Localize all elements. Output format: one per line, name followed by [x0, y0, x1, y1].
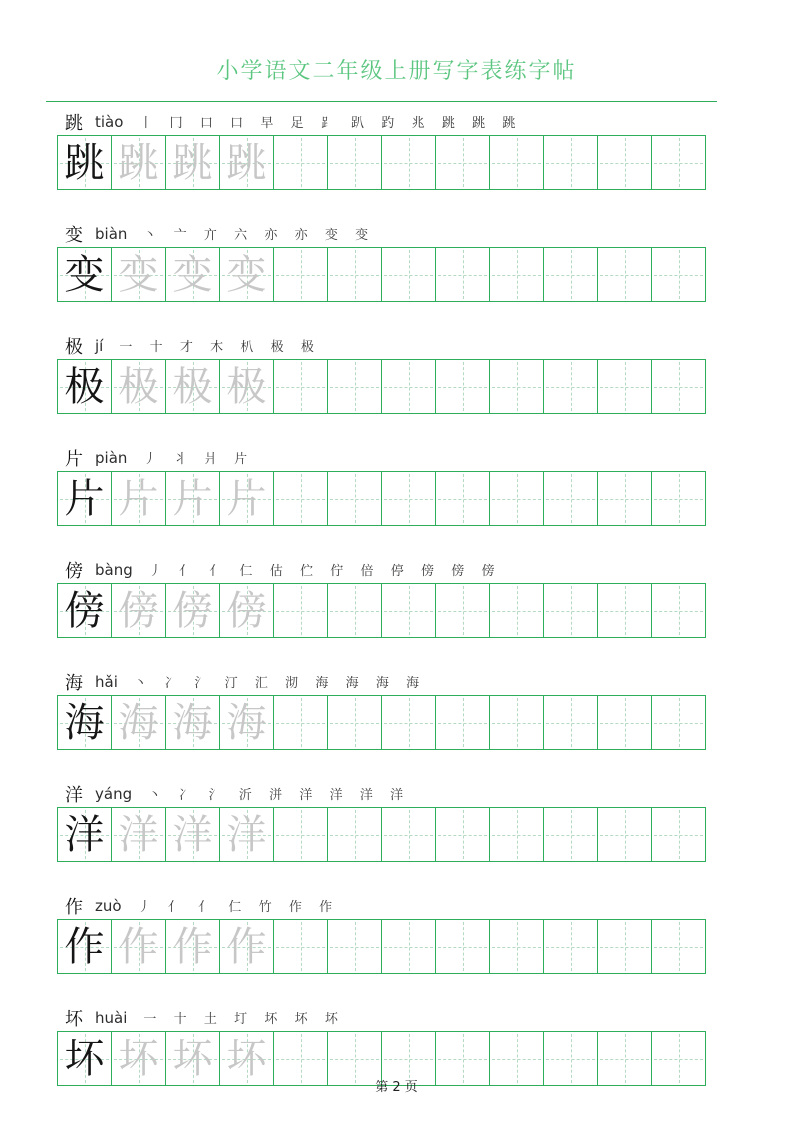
- practice-cell: [381, 247, 436, 302]
- practice-character: 傍: [118, 587, 159, 633]
- practice-cell: [543, 919, 598, 974]
- stroke-order-sequence: 丶 亠 亣 六 亦 亦 变 变: [143, 227, 376, 242]
- practice-character: [274, 808, 327, 861]
- practice-cell: [489, 919, 544, 974]
- practice-row: [57, 892, 719, 998]
- stroke-order-sequence: 丶 冫 氵 沂 洴 洋 洋 洋 洋: [148, 787, 411, 802]
- practice-grid: [57, 919, 719, 974]
- practice-cell: [543, 583, 598, 638]
- row-spacer: [57, 190, 719, 214]
- practice-cell: [435, 919, 490, 974]
- practice-character: 跳: [172, 139, 213, 185]
- practice-character: [490, 696, 543, 749]
- practice-cell: [435, 695, 490, 750]
- practice-character: 跳: [226, 139, 267, 185]
- practice-cell: [57, 583, 112, 638]
- practice-character: 海: [226, 699, 267, 745]
- practice-character: [382, 136, 435, 189]
- practice-cell: [597, 359, 652, 414]
- practice-cell: [111, 247, 166, 302]
- practice-character: [328, 472, 381, 525]
- practice-character: [544, 360, 597, 413]
- practice-grid: [57, 359, 719, 414]
- practice-character: 坏: [64, 1035, 105, 1081]
- practice-character: [382, 808, 435, 861]
- practice-cell: [597, 695, 652, 750]
- practice-cell: [381, 583, 436, 638]
- practice-cell: [327, 807, 382, 862]
- practice-character: [274, 360, 327, 413]
- practice-character: 海: [64, 699, 105, 745]
- practice-row: [57, 332, 719, 438]
- practice-cell: [273, 135, 328, 190]
- practice-grid: [57, 135, 719, 190]
- character-label: 作: [65, 896, 83, 917]
- page-number: 第 2 页: [375, 1080, 418, 1095]
- practice-cell: [435, 583, 490, 638]
- character-label: 变: [65, 224, 83, 245]
- practice-character: [382, 920, 435, 973]
- practice-character: [382, 360, 435, 413]
- practice-row: [57, 780, 719, 886]
- stroke-order-sequence: 一 十 才 木 朳 极 极: [119, 339, 321, 354]
- row-header: [57, 108, 719, 135]
- practice-character: [490, 920, 543, 973]
- practice-character: [436, 808, 489, 861]
- pinyin-label: jí: [95, 336, 104, 355]
- practice-cell: [381, 135, 436, 190]
- practice-row: [57, 668, 719, 774]
- practice-character: 坏: [118, 1035, 159, 1081]
- practice-rows-container: [57, 108, 719, 1110]
- practice-character: [328, 584, 381, 637]
- practice-cell: [651, 695, 706, 750]
- practice-character: [436, 360, 489, 413]
- practice-cell: [57, 695, 112, 750]
- practice-cell: [381, 807, 436, 862]
- practice-cell: [273, 583, 328, 638]
- practice-cell: [273, 807, 328, 862]
- practice-character: 洋: [172, 811, 213, 857]
- practice-cell: [219, 695, 274, 750]
- practice-character: 跳: [64, 139, 105, 185]
- practice-cell: [543, 471, 598, 526]
- practice-cell: [165, 471, 220, 526]
- practice-character: [652, 584, 705, 637]
- practice-character: [436, 248, 489, 301]
- practice-cell: [165, 247, 220, 302]
- practice-cell: [165, 583, 220, 638]
- practice-character: [274, 584, 327, 637]
- stroke-order-sequence: 丶 冫 氵 汀 汇 沏 海 海 海 海: [133, 675, 427, 690]
- practice-character: [328, 920, 381, 973]
- practice-character: [436, 472, 489, 525]
- practice-cell: [219, 583, 274, 638]
- row-header: [57, 444, 719, 471]
- practice-character: [328, 808, 381, 861]
- practice-cell: [651, 359, 706, 414]
- practice-cell: [111, 471, 166, 526]
- row-spacer: [57, 750, 719, 774]
- practice-character: [652, 920, 705, 973]
- practice-character: [544, 472, 597, 525]
- practice-character: [598, 920, 651, 973]
- practice-cell: [57, 471, 112, 526]
- practice-cell: [597, 583, 652, 638]
- practice-character: 作: [118, 923, 159, 969]
- practice-character: 洋: [226, 811, 267, 857]
- practice-cell: [543, 135, 598, 190]
- stroke-order-sequence: 丿 亻 亻 仁 估 伫 佇 倍 停 傍 傍 傍: [148, 563, 502, 578]
- practice-character: [274, 696, 327, 749]
- pinyin-label: bàng: [95, 560, 133, 579]
- practice-cell: [219, 919, 274, 974]
- practice-character: 海: [118, 699, 159, 745]
- pinyin-label: zuò: [95, 896, 122, 915]
- practice-cell: [381, 359, 436, 414]
- row-spacer: [57, 974, 719, 998]
- practice-row: [57, 108, 719, 214]
- practice-character: [598, 360, 651, 413]
- practice-cell: [435, 359, 490, 414]
- row-header: [57, 332, 719, 359]
- practice-character: [544, 696, 597, 749]
- practice-cell: [273, 919, 328, 974]
- practice-row: [57, 220, 719, 326]
- practice-grid: [57, 471, 719, 526]
- practice-character: [598, 584, 651, 637]
- practice-character: [328, 360, 381, 413]
- practice-character: 极: [118, 363, 159, 409]
- row-header: [57, 892, 719, 919]
- practice-cell: [651, 471, 706, 526]
- pinyin-label: piàn: [95, 448, 128, 467]
- practice-cell: [165, 807, 220, 862]
- practice-cell: [543, 247, 598, 302]
- practice-cell: [327, 471, 382, 526]
- character-label: 海: [65, 672, 83, 693]
- practice-character: [652, 696, 705, 749]
- pinyin-label: biàn: [95, 224, 128, 243]
- practice-character: [328, 248, 381, 301]
- practice-cell: [327, 247, 382, 302]
- practice-character: 洋: [64, 811, 105, 857]
- row-spacer: [57, 526, 719, 550]
- practice-cell: [57, 807, 112, 862]
- practice-character: [382, 248, 435, 301]
- title-divider-line: [46, 101, 717, 102]
- practice-character: [436, 136, 489, 189]
- character-label: 傍: [65, 560, 83, 581]
- practice-character: [598, 808, 651, 861]
- practice-character: [490, 472, 543, 525]
- practice-cell: [273, 695, 328, 750]
- practice-character: [382, 472, 435, 525]
- practice-character: 极: [64, 363, 105, 409]
- practice-cell: [435, 135, 490, 190]
- practice-cell: [219, 471, 274, 526]
- practice-row: [57, 556, 719, 662]
- practice-character: [544, 248, 597, 301]
- practice-character: 变: [172, 251, 213, 297]
- practice-cell: [57, 135, 112, 190]
- practice-character: 极: [172, 363, 213, 409]
- practice-character: [598, 248, 651, 301]
- practice-character: [598, 472, 651, 525]
- practice-character: [274, 136, 327, 189]
- character-label: 极: [65, 336, 83, 357]
- character-label: 洋: [65, 784, 83, 805]
- practice-character: [544, 136, 597, 189]
- practice-cell: [111, 807, 166, 862]
- practice-character: [490, 808, 543, 861]
- row-header: [57, 1004, 719, 1031]
- practice-character: 傍: [172, 587, 213, 633]
- row-spacer: [57, 638, 719, 662]
- practice-cell: [273, 359, 328, 414]
- row-spacer: [57, 862, 719, 886]
- practice-character: [436, 920, 489, 973]
- practice-character: 极: [226, 363, 267, 409]
- practice-cell: [381, 695, 436, 750]
- practice-character: 坏: [226, 1035, 267, 1081]
- practice-cell: [651, 135, 706, 190]
- practice-character: [436, 584, 489, 637]
- practice-character: 片: [226, 475, 267, 521]
- page-title: 小学语文二年级上册写字表练字帖: [216, 59, 577, 84]
- practice-cell: [435, 471, 490, 526]
- row-header: [57, 668, 719, 695]
- practice-cell: [597, 807, 652, 862]
- pinyin-label: hǎi: [95, 672, 118, 691]
- practice-character: 片: [118, 475, 159, 521]
- practice-cell: [597, 247, 652, 302]
- practice-character: 坏: [172, 1035, 213, 1081]
- practice-character: [652, 808, 705, 861]
- practice-cell: [597, 471, 652, 526]
- practice-cell: [381, 919, 436, 974]
- practice-cell: [165, 919, 220, 974]
- practice-character: [598, 136, 651, 189]
- practice-character: 作: [226, 923, 267, 969]
- pinyin-label: tiào: [95, 112, 124, 131]
- stroke-order-sequence: 一 十 土 圢 坏 坏 坏: [143, 1011, 345, 1026]
- practice-character: [490, 360, 543, 413]
- practice-cell: [435, 247, 490, 302]
- practice-character: [544, 808, 597, 861]
- practice-character: [328, 136, 381, 189]
- practice-character: [490, 136, 543, 189]
- character-label: 跳: [65, 112, 83, 133]
- practice-character: 作: [172, 923, 213, 969]
- practice-character: [328, 696, 381, 749]
- practice-character: 作: [64, 923, 105, 969]
- practice-character: [274, 920, 327, 973]
- practice-character: 变: [64, 251, 105, 297]
- row-spacer: [57, 414, 719, 438]
- practice-cell: [273, 471, 328, 526]
- practice-cell: [489, 471, 544, 526]
- practice-character: [382, 696, 435, 749]
- practice-character: [490, 584, 543, 637]
- practice-cell: [327, 359, 382, 414]
- row-header: [57, 556, 719, 583]
- practice-cell: [435, 807, 490, 862]
- practice-cell: [219, 359, 274, 414]
- practice-cell: [57, 247, 112, 302]
- practice-character: 洋: [118, 811, 159, 857]
- practice-cell: [651, 919, 706, 974]
- practice-character: 海: [172, 699, 213, 745]
- practice-character: [274, 472, 327, 525]
- practice-character: [544, 920, 597, 973]
- practice-cell: [111, 359, 166, 414]
- practice-cell: [327, 135, 382, 190]
- character-label: 坏: [65, 1008, 83, 1029]
- practice-cell: [489, 583, 544, 638]
- practice-cell: [597, 919, 652, 974]
- practice-cell: [381, 471, 436, 526]
- practice-character: 片: [172, 475, 213, 521]
- practice-character: [544, 584, 597, 637]
- practice-character: 片: [64, 475, 105, 521]
- practice-grid: [57, 583, 719, 638]
- practice-character: 傍: [226, 587, 267, 633]
- practice-character: [274, 248, 327, 301]
- practice-cell: [165, 695, 220, 750]
- practice-cell: [327, 695, 382, 750]
- practice-cell: [543, 695, 598, 750]
- character-label: 片: [65, 448, 83, 469]
- practice-character: [490, 248, 543, 301]
- practice-cell: [111, 135, 166, 190]
- pinyin-label: huài: [95, 1008, 128, 1027]
- practice-row: [57, 444, 719, 550]
- row-header: [57, 220, 719, 247]
- practice-cell: [57, 359, 112, 414]
- stroke-order-sequence: 丨 冂 口 口 早 足 ⻊ 趴 趵 兆 跳 跳 跳: [139, 115, 523, 130]
- practice-cell: [219, 135, 274, 190]
- stroke-order-sequence: 丿 丬 爿 片: [143, 451, 255, 466]
- practice-character: [652, 136, 705, 189]
- practice-character: [652, 360, 705, 413]
- practice-cell: [489, 359, 544, 414]
- practice-cell: [111, 919, 166, 974]
- practice-cell: [273, 247, 328, 302]
- practice-grid: [57, 247, 719, 302]
- practice-character: 跳: [118, 139, 159, 185]
- practice-cell: [489, 135, 544, 190]
- practice-cell: [543, 359, 598, 414]
- practice-character: [652, 248, 705, 301]
- practice-cell: [165, 359, 220, 414]
- pinyin-label: yáng: [95, 784, 133, 803]
- row-header: [57, 780, 719, 807]
- practice-cell: [111, 583, 166, 638]
- practice-cell: [489, 247, 544, 302]
- practice-cell: [489, 695, 544, 750]
- stroke-order-sequence: 丿 亻 亻 仁 竹 作 作: [137, 899, 340, 914]
- practice-character: 变: [226, 251, 267, 297]
- practice-cell: [327, 583, 382, 638]
- practice-character: 傍: [64, 587, 105, 633]
- practice-cell: [327, 919, 382, 974]
- practice-cell: [219, 247, 274, 302]
- practice-cell: [489, 807, 544, 862]
- practice-grid: [57, 807, 719, 862]
- practice-cell: [543, 807, 598, 862]
- practice-character: [382, 584, 435, 637]
- practice-character: 变: [118, 251, 159, 297]
- practice-cell: [57, 919, 112, 974]
- row-spacer: [57, 302, 719, 326]
- practice-grid: [57, 695, 719, 750]
- practice-cell: [651, 807, 706, 862]
- practice-cell: [219, 807, 274, 862]
- practice-cell: [597, 135, 652, 190]
- practice-character: [598, 696, 651, 749]
- practice-character: [652, 472, 705, 525]
- practice-cell: [165, 135, 220, 190]
- practice-cell: [651, 583, 706, 638]
- practice-cell: [111, 695, 166, 750]
- practice-cell: [651, 247, 706, 302]
- practice-character: [436, 696, 489, 749]
